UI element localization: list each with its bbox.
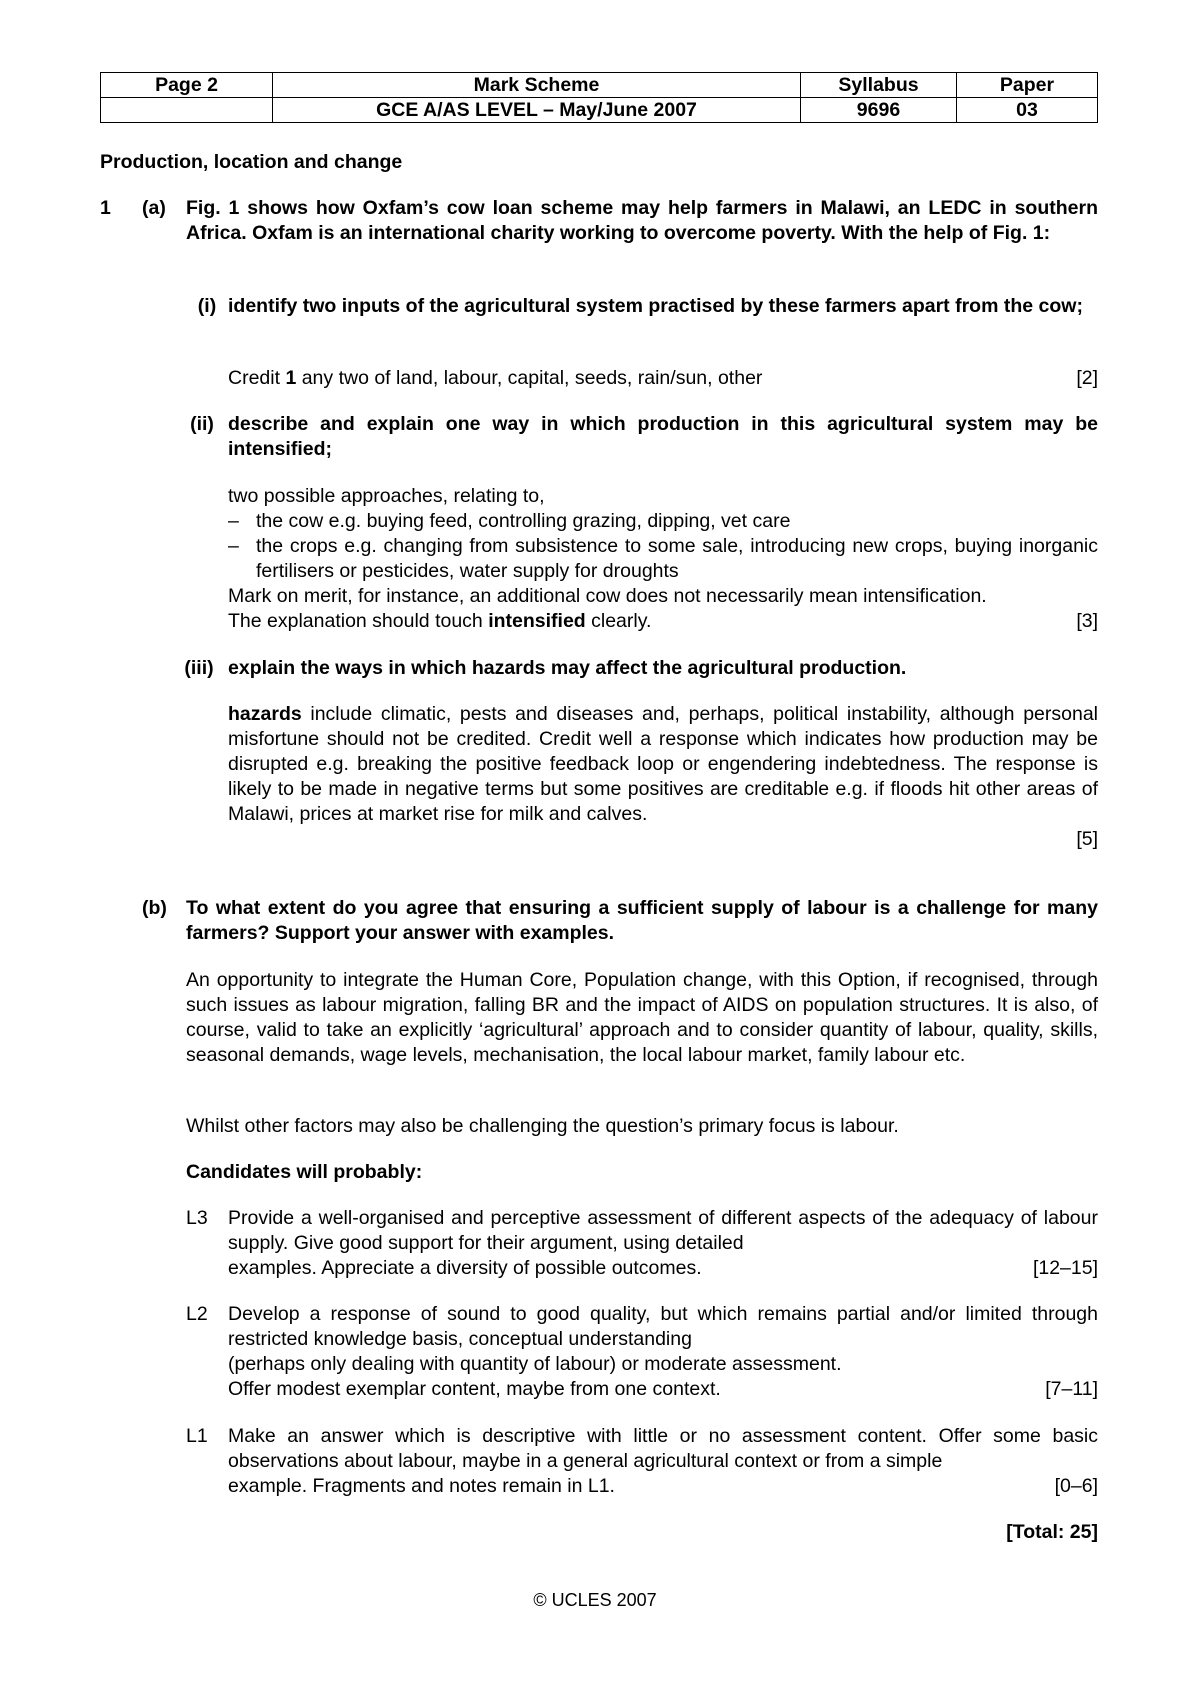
level-mark: [0–6]: [1054, 1475, 1098, 1497]
part-ii-line2: [228, 609, 1098, 634]
part-ii-answer: [228, 484, 1098, 634]
part-ii-bullet: – the cow e.g. buying feed, controlling grazing, dipping, vet care: [228, 509, 1098, 534]
candidates-heading: Candidates will probably:: [186, 1161, 423, 1183]
header-mark-scheme: Mark Scheme: [273, 73, 801, 98]
header-table: [100, 72, 1098, 123]
level-extra: (perhaps only dealing with quantity of labour) or moderate assessment.: [228, 1353, 842, 1375]
section-title: Production, location and change: [100, 151, 403, 173]
part-i-label: (i): [197, 295, 217, 317]
header-row-1: [101, 73, 1098, 98]
part-i-mark: [2]: [1076, 367, 1098, 389]
footer-copyright: © UCLES 2007: [533, 1590, 657, 1610]
level-text: Develop a response of sound to good quality, but which remains partial and/or limited through restricted knowledge basis, conceptual understanding: [228, 1303, 1098, 1350]
level-last-line: example. Fragments and notes remain in L1.: [228, 1475, 615, 1497]
level-l2: [186, 1302, 1098, 1402]
part-iii-answer: [228, 702, 1098, 827]
level-code: L1: [186, 1425, 208, 1447]
header-syllabus-code: 9696: [801, 98, 957, 123]
part-a-label: (a): [142, 197, 166, 219]
part-ii-line2-post: clearly.: [585, 610, 652, 632]
part-a-text: Fig. 1 shows how Oxfam’s cow loan scheme may help farmers in Malawi, an LEDC in southern Africa. Oxfam is an international charity working to overcome poverty. With the help of Fig. 1:: [186, 197, 1098, 244]
part-ii-question: describe and explain one way in which production in this agricultural system may be intensified;: [228, 413, 1098, 460]
part-iii-answer-bold: hazards: [228, 703, 302, 725]
header-page: Page 2: [101, 73, 273, 98]
part-iii-question: explain the ways in which hazards may affect the agricultural production.: [228, 657, 907, 679]
part-b-label: (b): [142, 897, 167, 919]
part-i-question: identify two inputs of the agricultural system practised by these farmers apart from the cow;: [228, 295, 1083, 317]
part-ii-bullet: – the crops e.g. changing from subsistence to some sale, introducing new crops, buying inorganic fertilisers or pesticides, water supply for droughts: [228, 534, 1098, 584]
level-last-line: Offer modest exemplar content, maybe from one context.: [228, 1378, 721, 1400]
level-code: L2: [186, 1303, 208, 1325]
part-ii-intro: two possible approaches, relating to,: [228, 485, 545, 507]
question-number: 1: [100, 197, 111, 219]
header-row-2: [101, 98, 1098, 123]
level-l1: [186, 1424, 1098, 1499]
part-i-answer-post: any two of land, labour, capital, seeds, rain/sun, other: [296, 367, 763, 389]
part-b-para2: Whilst other factors may also be challenging the question’s primary focus is labour.: [186, 1115, 899, 1137]
level-last-line: examples. Appreciate a diversity of possible outcomes.: [228, 1257, 702, 1279]
part-ii-line2-bold: intensified: [488, 610, 586, 632]
part-iii-mark: [5]: [1076, 828, 1098, 850]
level-code: L3: [186, 1207, 208, 1229]
level-mark: [7–11]: [1045, 1378, 1098, 1400]
level-mark: [12–15]: [1032, 1257, 1098, 1279]
part-i-answer: [228, 366, 1098, 391]
level-text: Make an answer which is descriptive with little or no assessment content. Offer some basic observations about labour, maybe in a general agricultural context or from a simple: [228, 1425, 1098, 1472]
level-text: Provide a well-organised and perceptive assessment of different aspects of the adequacy of labour supply. Give good support for their argument, using detailed: [228, 1207, 1098, 1254]
level-l3: [186, 1206, 1098, 1281]
part-iii-label: (iii): [184, 657, 214, 679]
total-mark: [Total: 25]: [1006, 1521, 1098, 1543]
part-ii-line1: Mark on merit, for instance, an additional cow does not necessarily mean intensification.: [228, 585, 987, 607]
header-paper: Paper: [957, 73, 1098, 98]
part-b-question: To what extent do you agree that ensuring a sufficient supply of labour is a challenge for many farmers? Support your answer with examples.: [186, 897, 1098, 944]
part-ii-mark: [3]: [1076, 610, 1098, 632]
part-i-answer-bold: 1: [285, 367, 297, 389]
header-syllabus: Syllabus: [801, 73, 957, 98]
header-paper-code: 03: [957, 98, 1098, 123]
part-ii-line2-pre: The explanation should touch: [228, 610, 489, 632]
header-blank: [101, 98, 273, 123]
part-b-para1: An opportunity to integrate the Human Core, Population change, with this Option, if recognised, through such issues as labour migration, falling BR and the impact of AIDS on population structures. It is also, of course, valid to take an explicitly ‘agricultural’ approach and to consider quantity of labour, quality, skills, seasonal demands, wage levels, mechanisation, the local labour market, family labour etc.: [186, 969, 1098, 1066]
part-i-answer-pre: Credit: [228, 367, 286, 389]
header-exam: GCE A/AS LEVEL – May/June 2007: [273, 98, 801, 123]
part-ii-label: (ii): [190, 413, 214, 435]
part-iii-answer-text: include climatic, pests and diseases and, perhaps, political instability, although personal misfortune should not be credited. Credit well a response which indicates how production may be disrupted e.g. breaking the positive feedback loop or engendering indebtedness. The response is likely to be made in negative terms but some positives are creditable e.g. if floods hit other areas of Malawi, prices at market rise for milk and calves.: [228, 703, 1098, 825]
